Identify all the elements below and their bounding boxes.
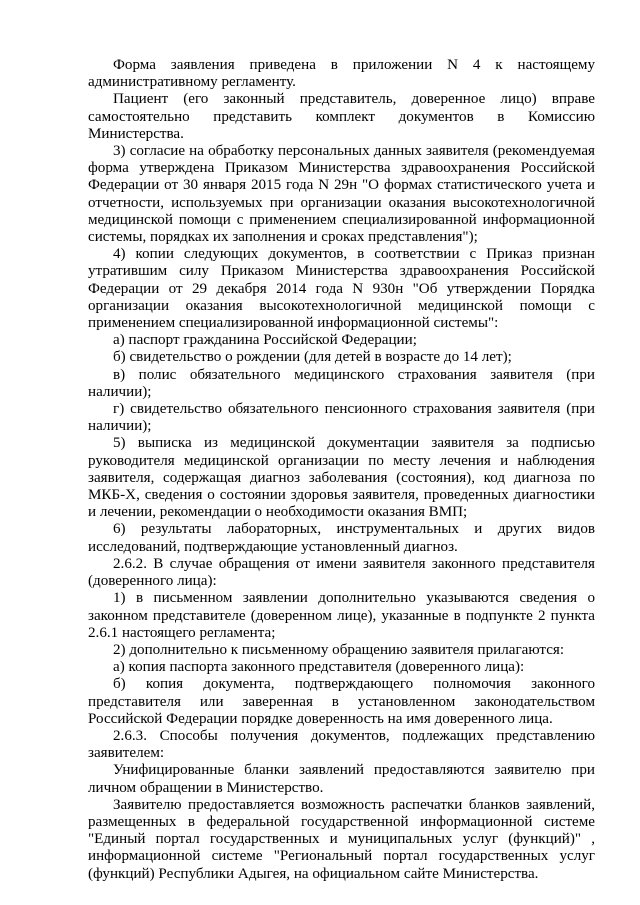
paragraph-unified-forms: Унифицированные бланки заявлений предоставляются заявителю при личном обращении в Министерство. <box>88 762 595 796</box>
paragraph-subitem-v-insurance-policy: в) полис обязательного медицинского страхования заявителя (при наличии); <box>88 366 595 400</box>
paragraph-item-5-medical-extract: 5) выписка из медицинской документации заявителя за подписью руководителя медицинской организации по месту лечения и наблюдения заявителя, содержащая диагноз заболевания (состояния), код диагноза по МКБ-Х, сведения о состоянии здоровья заявителя, проведенных диагностики и лечении, рекомендации о необходимости оказания ВМП; <box>88 435 595 521</box>
document-page <box>88 57 595 883</box>
paragraph-item-3-consent: 3) согласие на обработку персональных данных заявителя (рекомендуемая форма утверждена Приказом Министерства здравоохранения Российской Федерации от 30 января 2015 года N 29н "О формах статистического учета и отчетности, используемых при организации оказания высокотехнологичной медицинской помощи с применением специализированной информационной системы, порядках их заполнения и сроках представления"); <box>88 143 595 246</box>
paragraph-2-6-2-subitem-b: б) копия документа, подтверждающего полномочия законного представителя или заверенная в установленном законодательством Российской Федерации порядке доверенность на имя доверенного лица. <box>88 676 595 727</box>
paragraph-2-6-2-item-1: 1) в письменном заявлении дополнительно указываются сведения о законном представителе (доверенном лице), указанные в подпункте 2 пункта 2.6.1 настоящего регламента; <box>88 590 595 641</box>
paragraph-subitem-b-birth-certificate: б) свидетельство о рождении (для детей в возрасте до 14 лет); <box>113 349 512 366</box>
paragraph-item-6-test-results: 6) результаты лабораторных, инструментальных и других видов исследований, подтверждающие установленный диагноз. <box>88 521 595 555</box>
paragraph-print-forms: Заявителю предоставляется возможность распечатки бланков заявлений, размещенных в федеральной государственной информационной системе "Единый портал государственных и муниципальных услуг (функций)" , информационной системе "Региональный портал государственных услуг (функций) Республики Адыгея, на официальном сайте Министерства. <box>88 796 595 882</box>
paragraph-2-6-2-subitem-a: а) копия паспорта законного представителя (доверенного лица): <box>113 659 525 676</box>
paragraph-section-2-6-2: 2.6.2. В случае обращения от имени заявителя законного представителя (доверенного лица): <box>88 555 595 590</box>
paragraph-item-4-copies: 4) копии следующих документов, в соответствии с Приказ признан утратившим силу Приказом Министерства здравоохранения Российской Федерации от 29 декабря 2014 года N 930н "Об утверждении Порядка организации оказания высокотехнологичной медицинской помощи с применением специализированной информационной системы": <box>88 246 595 332</box>
paragraph-subitem-a-passport: а) паспорт гражданина Российской Федерации; <box>113 332 417 349</box>
paragraph-form-reference: Форма заявления приведена в приложении N 4 к настоящему административному регламенту. <box>88 57 595 91</box>
paragraph-subitem-g-pension-certificate: г) свидетельство обязательного пенсионного страхования заявителя (при наличии); <box>88 401 595 435</box>
paragraph-section-2-6-3: 2.6.3. Способы получения документов, подлежащих представлению заявителем: <box>88 727 595 762</box>
paragraph-patient-right: Пациент (его законный представитель, доверенное лицо) вправе самостоятельно представить комплект документов в Комиссию Министерства. <box>88 91 595 142</box>
paragraph-2-6-2-item-2: 2) дополнительно к письменному обращению заявителя прилагаются: <box>113 641 565 658</box>
